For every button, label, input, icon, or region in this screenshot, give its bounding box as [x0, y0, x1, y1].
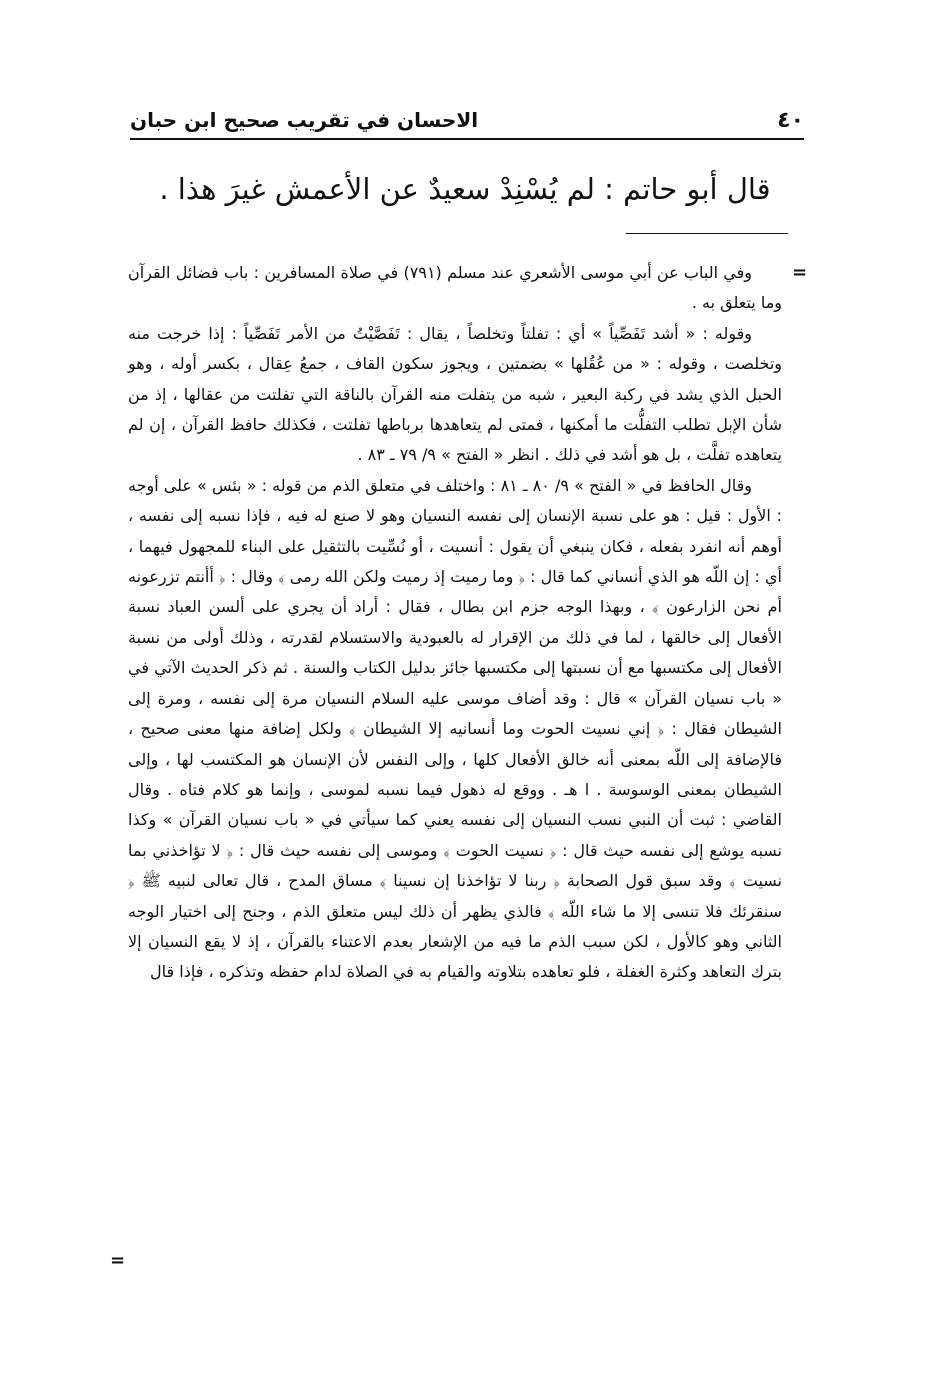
footnote-block	[128, 258, 782, 988]
footnote-rule	[626, 233, 788, 234]
footnote-paragraph: وقوله : « أشد تَفَصِّياً » أي : تفلتاً وتخلصاً ، يقال : تَفَصَّيْتُ من الأمر تَفَصِّياً : إذا خرجت منه وتخلصت ، وقوله : « من عُقُلها » بضمتين ، ويجوز سكون القاف ، جمعُ عِقال ، بكسر أوله ، وهو الحبل الذي يشد في ركبة البعير ، شبه من يتفلت منه القرآن بالناقة التي تفلتت من عقالها ، إذ من شأن الإبل تطلب التفلُّت ما أمكنها ، فمتى لم يتعاهدها برباطها تفلتت ، فكذلك حافظ القرآن ، إن لم يتعاهده تفلَّت ، بل هو أشد في ذلك . انظر « الفتح » ٩/ ٧٩ ـ ٨٣ .	[128, 323, 782, 465]
running-title: الاحسان في تقريب صحيح ابن حبان	[130, 108, 479, 132]
continuation-mark-top: =	[792, 262, 808, 283]
continuation-mark-bottom: =	[110, 1250, 126, 1271]
footnote-paragraph: وفي الباب عن أبي موسى الأشعري عند مسلم (٧٩١) في صلاة المسافرين : باب فضائل القرآن وما يتعلق به .	[128, 263, 782, 313]
main-text: قال أبو حاتم : لم يُسْنِدْ سعيدٌ عن الأعمش غيرَ هذا .	[159, 172, 771, 206]
page-number: ٤٠	[777, 108, 804, 133]
footnote-paragraph: وقال الحافظ في « الفتح » ٩/ ٨٠ ـ ٨١ : واختلف في متعلق الذم من قوله : « بئس » على أوجه : الأول : قيل : هو على نسبة الإنسان إلى نفسه النسيان وهو لا صنع له فيه ، فإذا نسبه إلى نفسه ، أوهم أنه انفرد بفعله ، فكان ينبغي أن يقول : أنسيت ، أو نُسِّيت بالتثقيل على البناء للمجهول فيهما ، أي : إن اللّه هو الذي أنساني كما قال : ﴿ وما رميت إذ رميت ولكن الله رمى ﴾ وقال : ﴿ أأنتم تزرعونه أم نحن الزارعون ﴾ ، وبهذا الوجه جزم ابن بطال ، فقال : أراد أن يجري على ألسن العباد نسبة الأفعال إلى خالقها ، لما في ذلك من الإقرار له بالعبودية والاستسلام لقدرته ، وذلك أولى من نسبة الأفعال إلى مكتسبها مع أن نسبتها إلى مكتسبها جائز بدليل الكتاب والسنة . ثم ذكر الحديث الآتي في « باب نسيان القرآن » قال : وقد أضاف موسى عليه السلام النسيان مرة إلى نفسه ، ومرة إلى الشيطان فقال : ﴿ إني نسيت الحوت وما أنسانيه إلا الشيطان ﴾ ولكل إضافة منها معنى صحيح ، فالإضافة إلى اللّه بمعنى أنه خالق الأفعال كلها ، وإلى النفس لأن الإنسان هو المكتسب لها ، وإلى الشيطان بمعنى الوسوسة . ا هـ . ووقع له ذهول فيما نسبه لموسى ، وإنما هو كلام فتاه . وقال القاضي : ثبت أن النبي نسب النسيان إلى نفسه يعني كما سيأتي في « باب نسيان القرآن » وكذا نسبه يوشع إلى نفسه حيث قال : ﴿ نسيت الحوت ﴾ وموسى إلى نفسه حيث قال : ﴿ لا تؤاخذني بما نسيت ﴾ وقد سبق قول الصحابة ﴿ ربنا لا تؤاخذنا إن نسينا ﴾ مساق المدح ، قال تعالى لنبيه ﷺ ﴿ سنقرئك فلا تنسى إلا ما شاء اللّه ﴾ فالذي يظهر أن ذلك ليس متعلق الذم ، وجنح إلى اختيار الوجه الثاني وهو كالأول ، لكن سبب الذم ما فيه من الإشعار بعدم الاعتناء بالقرآن ، إذ لا يقع النسيان إلا بترك التعاهد وكثرة الغفلة ، فلو تعاهده بتلاوته والقيام به في الصلاة لدام حفظه وتذكره ، فإذا قال	[128, 475, 782, 982]
header-rule	[130, 138, 804, 140]
running-head	[130, 108, 804, 136]
